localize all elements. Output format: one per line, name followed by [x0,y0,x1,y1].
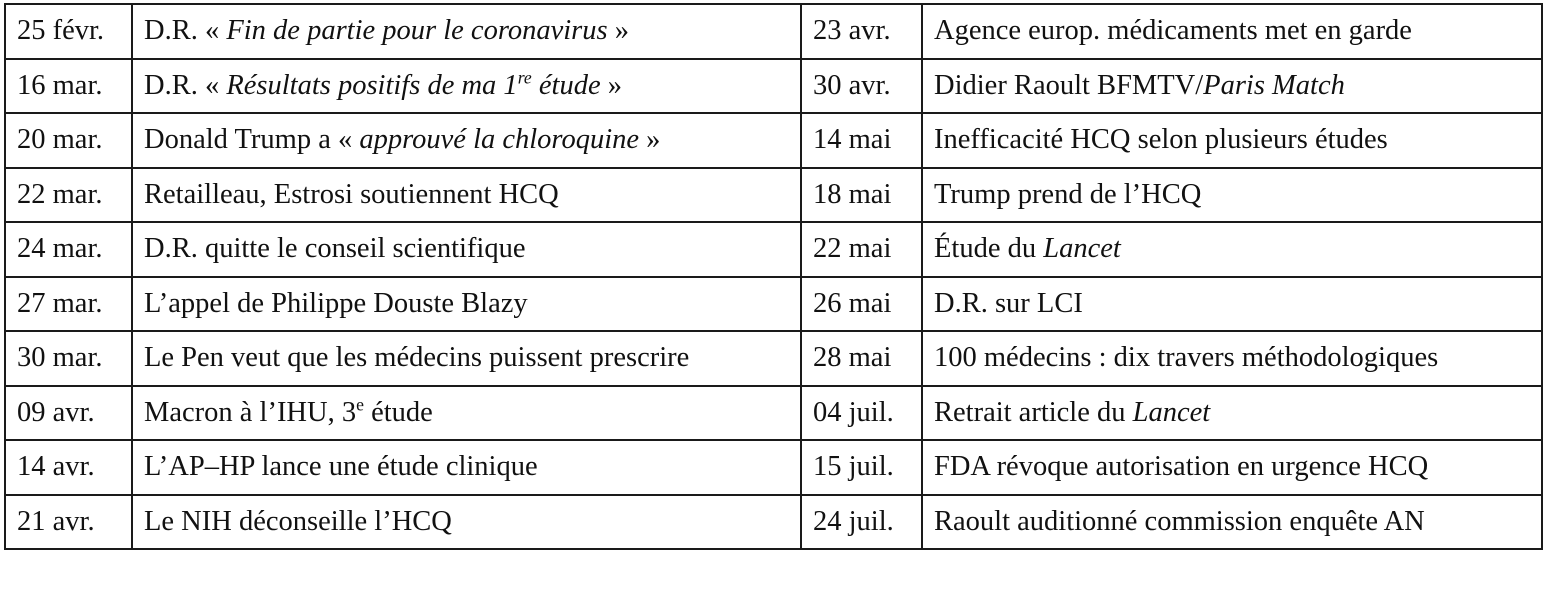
date-cell-left: 22 mar. [5,168,132,223]
event-text: Le NIH déconseille l’HCQ [144,505,452,537]
event-cell-left [132,222,801,277]
italic-text: étude [531,69,601,101]
event-cell-left [132,168,801,223]
table-row [5,331,1542,386]
date-cell-right: 28 mai [801,331,922,386]
event-text: Trump prend de l’HCQ [934,178,1202,210]
table-row [5,222,1542,277]
event-text: L’AP–HP lance une étude clinique [144,451,538,483]
event-cell-right [922,495,1542,550]
event-text: Retrait article du [934,396,1133,428]
event-cell-right [922,59,1542,114]
date-cell-right: 18 mai [801,168,922,223]
event-text: FDA révoque autorisation en urgence HCQ [934,451,1429,483]
event-cell-left [132,440,801,495]
italic-text: Lancet [1132,396,1211,428]
event-cell-right [922,4,1542,59]
event-cell-left [132,4,801,59]
event-text: » [600,69,622,101]
superscript-text: re [517,67,532,88]
date-cell-left: 27 mar. [5,277,132,332]
date-cell-right: 30 avr. [801,59,922,114]
event-text: D.R. « [144,69,227,101]
event-cell-right [922,331,1542,386]
event-text: Retailleau, Estrosi soutiennent HCQ [144,178,559,210]
table-row [5,113,1542,168]
date-cell-right: 24 juil. [801,495,922,550]
event-cell-right [922,440,1542,495]
event-cell-right [922,222,1542,277]
date-cell-right: 23 avr. [801,4,922,59]
italic-text: Fin de partie pour le coronavirus [226,15,608,47]
event-cell-right [922,277,1542,332]
date-cell-left: 09 avr. [5,386,132,441]
date-cell-left: 16 mar. [5,59,132,114]
date-cell-left: 25 févr. [5,4,132,59]
event-cell-left [132,113,801,168]
date-cell-left: 30 mar. [5,331,132,386]
table-row [5,277,1542,332]
date-cell-left: 24 mar. [5,222,132,277]
table-row [5,59,1542,114]
event-text: D.R. « [144,15,227,47]
date-cell-left: 14 avr. [5,440,132,495]
event-cell-left [132,59,801,114]
table-row [5,4,1542,59]
event-text: Macron à l’IHU, 3 [144,396,357,428]
event-cell-left [132,386,801,441]
event-cell-right [922,168,1542,223]
date-cell-left: 20 mar. [5,113,132,168]
event-text: » [607,15,629,47]
event-text: étude [363,396,433,428]
event-text: 100 médecins : dix travers méthodologiques [934,342,1439,374]
event-cell-left [132,277,801,332]
timeline-body [5,4,1542,549]
table-row [5,168,1542,223]
table-row [5,495,1542,550]
date-cell-right: 26 mai [801,277,922,332]
italic-text: Paris Match [1203,69,1345,101]
event-cell-left [132,331,801,386]
date-cell-right: 22 mai [801,222,922,277]
date-cell-right: 14 mai [801,113,922,168]
event-text: Didier Raoult BFMTV/ [934,69,1204,101]
date-cell-right: 15 juil. [801,440,922,495]
event-text: Inefficacité HCQ selon plusieurs études [934,124,1388,156]
table-row [5,386,1542,441]
event-cell-right [922,386,1542,441]
event-cell-left [132,495,801,550]
event-text: Agence europ. médicaments met en garde [934,15,1412,47]
superscript-text: e [356,394,364,415]
event-text: D.R. quitte le conseil scientifique [144,233,526,265]
date-cell-left: 21 avr. [5,495,132,550]
italic-text: Résultats positifs de ma 1 [226,69,518,101]
event-text: » [639,124,661,156]
event-text: Le Pen veut que les médecins puissent prescrire [144,342,690,374]
event-cell-right [922,113,1542,168]
event-text: D.R. sur LCI [934,287,1083,319]
timeline-table [4,3,1543,550]
event-text: Raoult auditionné commission enquête AN [934,505,1425,537]
date-cell-right: 04 juil. [801,386,922,441]
event-text: Étude du [934,233,1044,265]
event-text: L’appel de Philippe Douste Blazy [144,287,528,319]
event-text: Donald Trump a « [144,124,360,156]
italic-text: approuvé la chloroquine [359,124,640,156]
table-row [5,440,1542,495]
italic-text: Lancet [1043,233,1121,265]
